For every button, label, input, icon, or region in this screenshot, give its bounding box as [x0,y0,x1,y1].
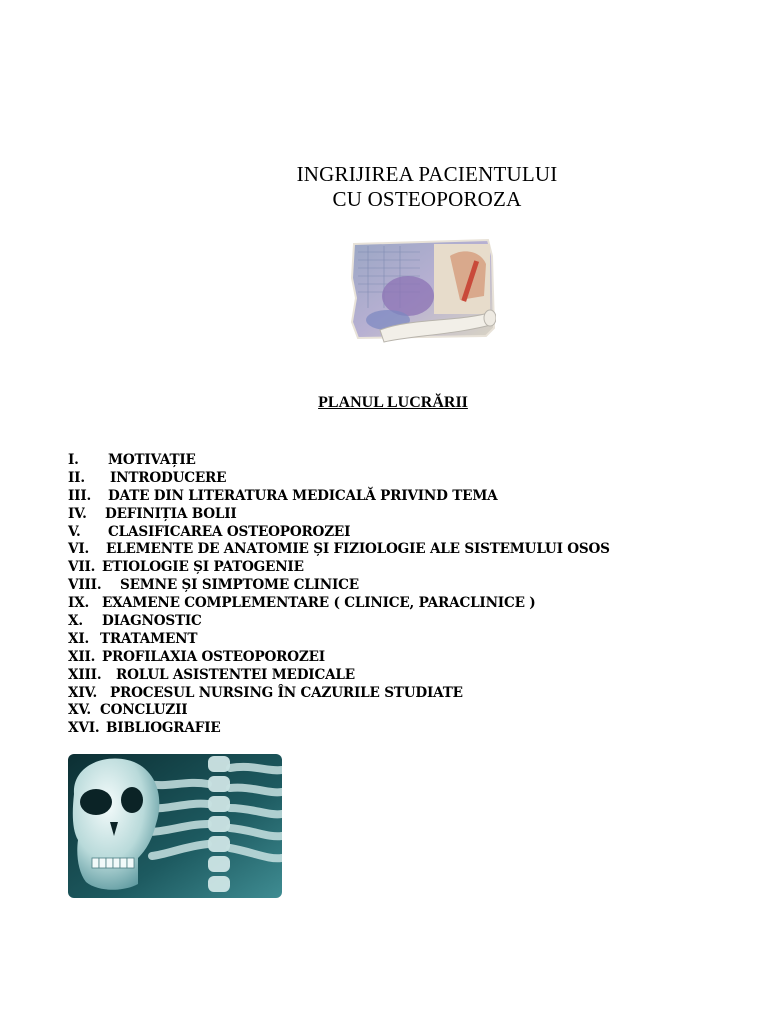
toc-item-number: III. [68,487,92,504]
toc-item-text: PROFILAXIA OSTEOPOROZEI [102,648,325,665]
toc-item-number: IX. [68,595,90,612]
medical-collage-image [350,238,496,344]
toc-item [68,720,708,738]
toc-item [68,524,708,542]
toc-item-number: X. [68,613,83,630]
toc-item [68,631,708,649]
toc-item-text: ELEMENTE DE ANATOMIE ȘI FIZIOLOGIE ALE SISTEMULUI OSOS [106,541,610,558]
toc-item-text: DATE DIN LITERATURA MEDICALĂ PRIVIND TEMA [108,487,498,504]
toc-item-number: V. [68,523,81,540]
plan-heading-text: PLANUL LUCRĂRII [318,394,468,411]
table-of-contents [68,452,708,738]
toc-item-number: II. [68,469,85,486]
toc-item [68,649,708,667]
toc-item-text: SEMNE ȘI SIMPTOME CLINICE [120,577,359,594]
toc-item-text: DEFINIȚIA BOLII [105,505,237,522]
toc-item-text: EXAMENE COMPLEMENTARE ( CLINICE, PARACLINICE ) [102,595,536,612]
toc-item [68,595,708,613]
toc-item-text: TRATAMENT [100,630,198,647]
toc-item [68,702,708,720]
toc-item-text: CLASIFICAREA OSTEOPOROZEI [108,523,351,540]
toc-item-number: VI. [68,541,90,558]
toc-item [68,452,708,470]
toc-item [68,541,708,559]
toc-item-number: I. [68,452,79,468]
toc-item-number: XVI. [68,720,100,737]
toc-item-number: XIII. [68,666,102,683]
toc-item-number: XIV. [68,684,98,701]
toc-item [68,506,708,524]
toc-item-text: PROCESUL NURSING ÎN CAZURILE STUDIATE [110,684,463,701]
toc-item [68,685,708,703]
document-title [0,162,768,212]
toc-item [68,613,708,631]
title-line-1: INGRIJIREA PACIENTULUI [296,162,558,186]
toc-item-number: XII. [68,648,96,665]
toc-item [68,559,708,577]
toc-item-text: DIAGNOSTIC [102,613,202,630]
toc-item [68,577,708,595]
skeleton-image [68,754,282,898]
toc-item [68,667,708,685]
toc-item-text: ROLUL ASISTENTEI MEDICALE [116,666,355,683]
title-line-2: CU OSTEOPOROZA [332,187,522,211]
toc-item-number: VII. [68,559,96,576]
toc-item [68,470,708,488]
toc-item-number: XV. [68,702,91,719]
toc-item-text: CONCLUZII [100,702,188,719]
toc-item [68,488,708,506]
toc-item-number: VIII. [68,577,102,594]
toc-item-text: MOTIVAȚIE [108,452,196,468]
toc-item-text: BIBLIOGRAFIE [106,720,221,737]
toc-item-number: XI. [68,630,90,647]
plan-heading [0,394,768,412]
toc-item-text: ETIOLOGIE ȘI PATOGENIE [102,559,304,576]
toc-item-text: INTRODUCERE [110,469,227,486]
toc-item-number: IV. [68,505,87,522]
